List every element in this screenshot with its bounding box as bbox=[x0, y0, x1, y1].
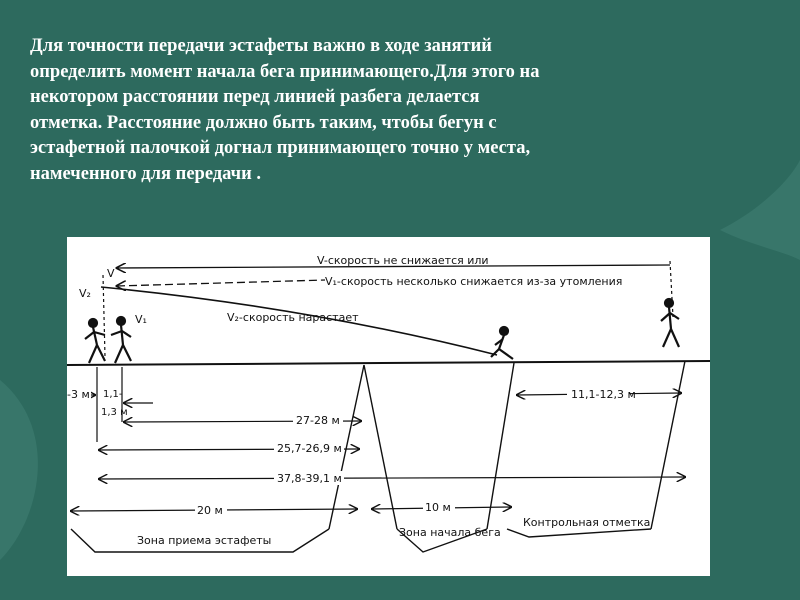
label-zone-start: Зона начала бега bbox=[399, 526, 501, 539]
bracket-control bbox=[507, 529, 651, 537]
text-line: Для точности передачи эстафеты важно в ходе занятий bbox=[30, 36, 492, 56]
description-text bbox=[30, 34, 770, 187]
end-dashed-line bbox=[670, 261, 673, 317]
dist-arrow-37 bbox=[99, 477, 685, 479]
label-speed-increasing: V₂-скорость нарастает bbox=[227, 311, 359, 324]
text-line: некотором расстоянии перед линией разбега делается bbox=[30, 87, 480, 107]
runner-left-2 bbox=[111, 317, 131, 363]
zone-line bbox=[364, 365, 397, 529]
label-dist-small-2: 1,3 м bbox=[101, 407, 128, 418]
label-speed-constant: V-скорость не снижается или bbox=[317, 254, 489, 267]
runner-left-1 bbox=[85, 319, 105, 363]
text-line: намеченного для передачи . bbox=[30, 163, 261, 184]
label-dist-small-1: 1,1- bbox=[103, 389, 123, 400]
runner-right bbox=[661, 299, 679, 347]
zone-line bbox=[487, 363, 514, 529]
label-zone-receive: Зона приема эстафеты bbox=[137, 534, 272, 547]
label-speed-decreasing: V₁-скорость несколько снижается из-за утомления bbox=[325, 275, 623, 288]
label-v-top: V bbox=[107, 267, 115, 280]
ground-line bbox=[67, 361, 710, 365]
label-dist-left: -3 м bbox=[67, 388, 90, 401]
zone-line bbox=[651, 361, 685, 529]
label-dist-27: 27-28 м bbox=[296, 414, 340, 427]
relay-diagram-svg bbox=[67, 237, 710, 576]
label-dist-right: 11,1-12,3 м bbox=[571, 388, 636, 401]
label-dist-37: 37,8-39,1 м bbox=[277, 472, 342, 485]
relay-diagram bbox=[67, 237, 710, 576]
label-dist-25: 25,7-26,9 м bbox=[277, 442, 342, 455]
speed-arrow-v1 bbox=[117, 280, 325, 286]
label-v2: V₂ bbox=[79, 287, 91, 300]
runner-crouching bbox=[491, 327, 513, 359]
text-line: эстафетной палочкой догнал принимающего точно у места, bbox=[30, 138, 531, 158]
label-control-mark: Контрольная отметка bbox=[523, 516, 651, 529]
label-dist-10: 10 м bbox=[425, 501, 451, 514]
label-v1: V₁ bbox=[135, 313, 147, 326]
text-line: определить момент начала бега принимающего.Для этого на bbox=[30, 61, 540, 82]
label-dist-20: 20 м bbox=[197, 504, 223, 517]
text-line: отметка. Расстояние должно быть таким, чтобы бегун с bbox=[30, 112, 497, 133]
